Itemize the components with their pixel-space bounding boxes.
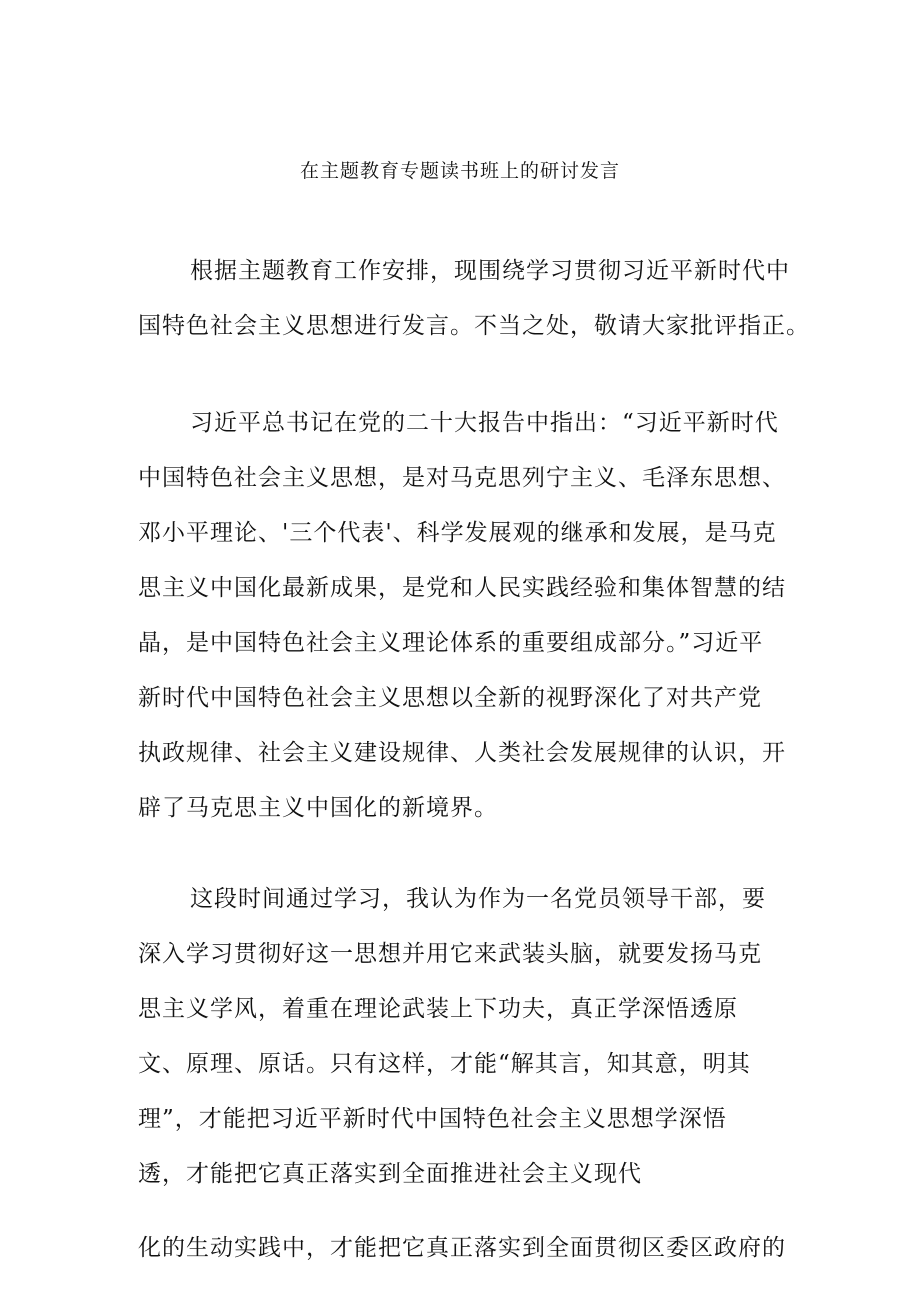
paragraph-line: 根据主题教育工作安排，现围绕学习贯彻习近平新时代中 [190,258,790,284]
paragraph-line: 新时代中国特色社会主义思想以全新的视野深化了对共产党 [138,685,762,711]
paragraph-line: 习近平总书记在党的二十大报告中指出：“习近平新时代 [190,410,779,436]
paragraph-line: 思主义中国化最新成果，是党和人民实践经验和集体智慧的结 [138,575,786,601]
paragraph-line: 透，才能把它真正落实到全面推进社会主义现代 [138,1161,642,1187]
paragraph-line: 深入学习贯彻好这一思想并用它来武装头脑，就要发扬马克 [138,941,762,967]
paragraph-line: 文、原理、原话。只有这样，才能“解其言，知其意，明其 [138,1051,751,1077]
paragraph-line: 化的生动实践中，才能把它真正落实到全面贯彻区委区政府的 [138,1235,786,1261]
paragraph-line: 国特色社会主义思想进行发言。不当之处，敬请大家批评指正。 [138,313,810,339]
paragraph-line: 执政规律、社会主义建设规律、人类社会发展规律的认识，开 [138,740,786,766]
paragraph-line: 辟了马克思主义中国化的新境界。 [138,795,498,821]
paragraph-line: 中国特色社会主义思想，是对马克思列宁主义、毛泽东思想、 [138,465,786,491]
document-title: 在主题教育专题读书班上的研讨发言 [299,160,620,182]
paragraph-line: 这段时间通过学习，我认为作为一名党员领导干部，要 [190,886,766,912]
paragraph-line: 理”，才能把习近平新时代中国特色社会主义思想学深悟 [138,1106,727,1132]
paragraph-line: 晶，是中国特色社会主义理论体系的重要组成部分。”习近平 [138,630,764,656]
paragraph-line: 思主义学风，着重在理论武装上下功夫，真正学深悟透原 [138,996,738,1022]
paragraph-line: 邓小平理论、'三个代表'、科学发展观的继承和发展，是马克 [138,520,777,546]
